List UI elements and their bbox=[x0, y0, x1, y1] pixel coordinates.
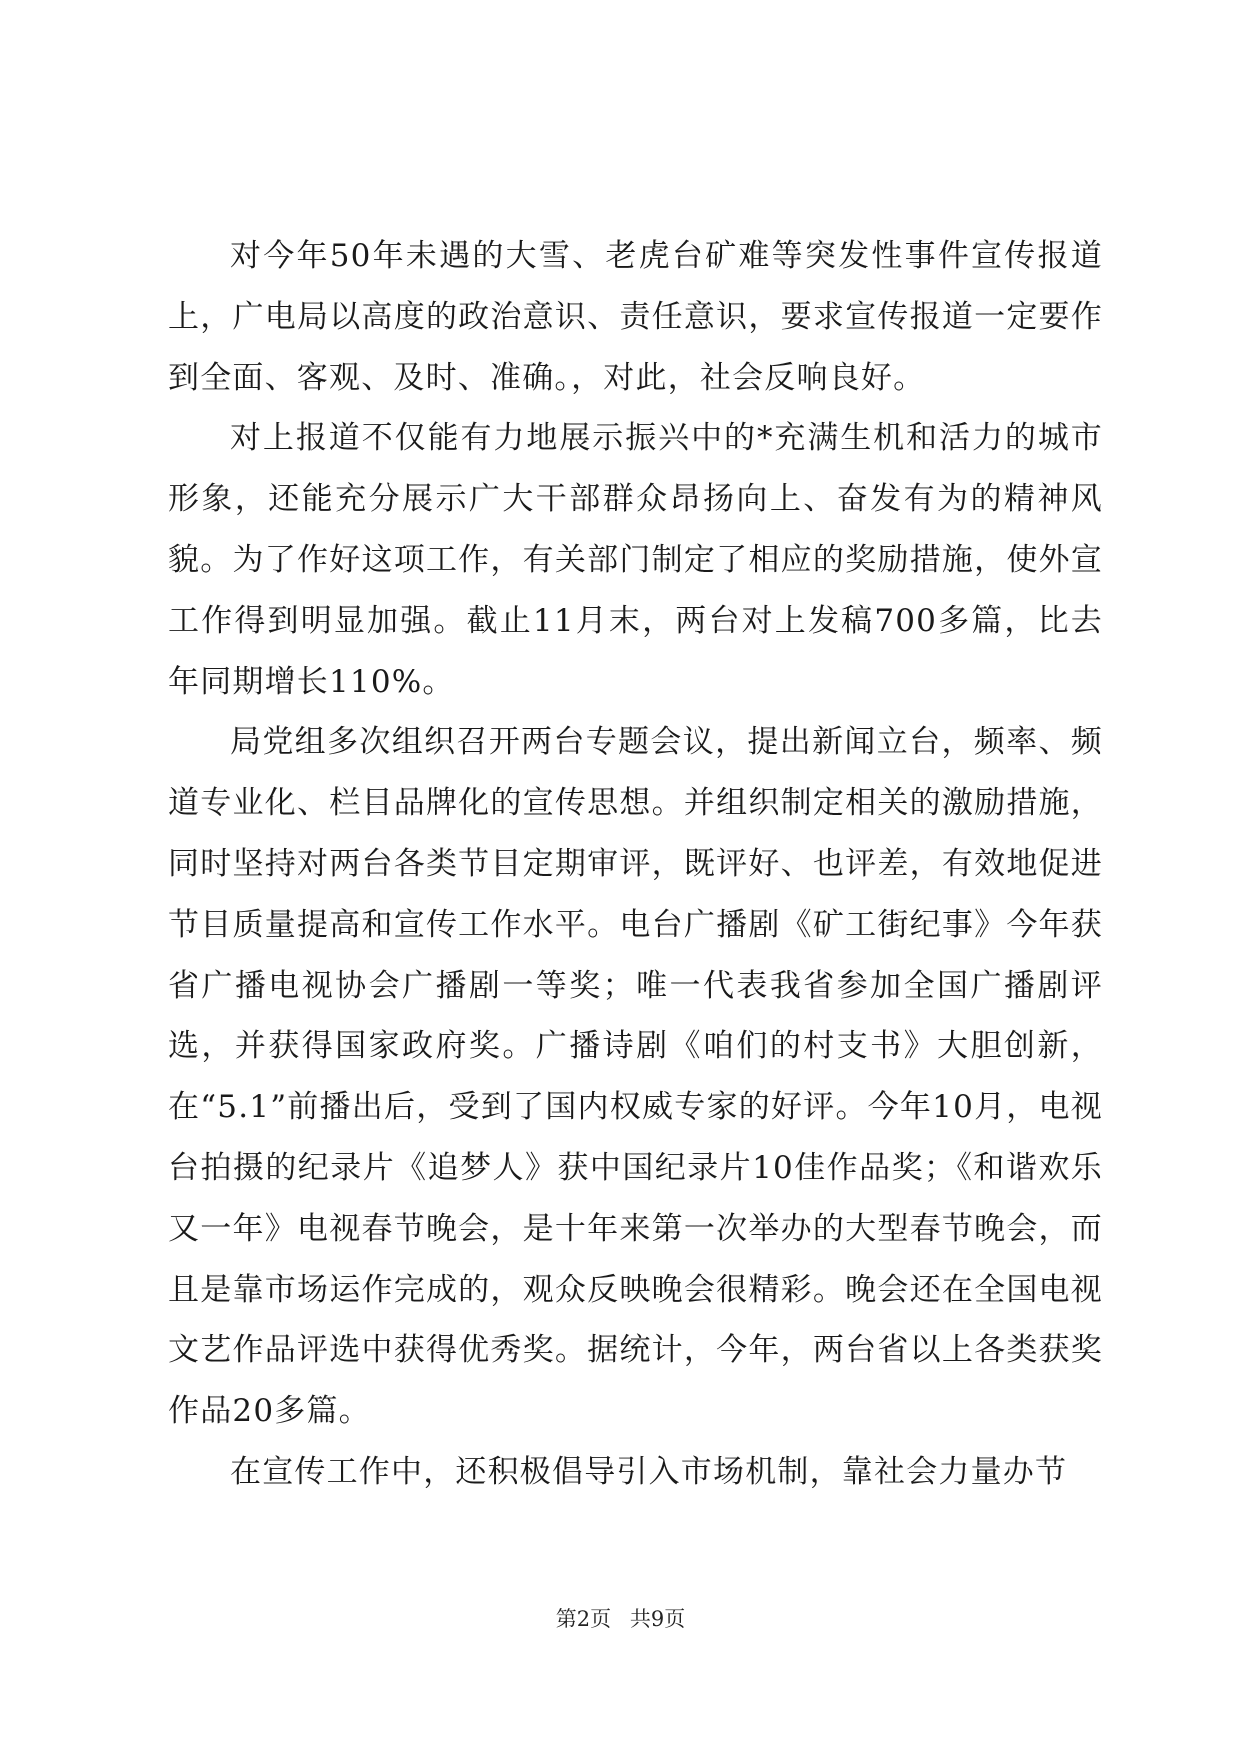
paragraph-emergency-reporting: 对今年50年未遇的大雪、老虎台矿难等突发性事件宣传报道上，广电局以高度的政治意识、责任意识，要求宣传报道一定要作到全面、客观、及时、准确。，对此，社会反响良好。 bbox=[168, 238, 1103, 396]
page-footer bbox=[0, 1604, 1241, 1634]
paragraph-external-reporting: 对上报道不仅能有力地展示振兴中的*充满生机和活力的城市形象，还能充分展示广大干部群众昂扬向上、奋发有为的精神风貌。为了作好这项工作，有关部门制定了相应的奖励措施，使外宣工作得到明显加强。截止11月末，两台对上发稿700多篇，比去年同期增长110%。 bbox=[168, 420, 1103, 700]
page-total: 共9页 bbox=[629, 1607, 686, 1631]
paragraph-market-mechanism: 在宣传工作中，还积极倡导引入市场机制，靠社会力量办节 bbox=[230, 1453, 1068, 1490]
paragraph-awards: 局党组多次组织召开两台专题会议，提出新闻立台，频率、频道专业化、栏目品牌化的宣传思想。并组织制定相关的激励措施，同时坚持对两台各类节目定期审评，既评好、也评差，有效地促进节目质量提高和宣传工作水平。电台广播剧《矿工街纪事》今年获省广播电视协会广播剧一等奖；唯一代表我省参加全国广播剧评选，并获得国家政府奖。广播诗剧《咱们的村支书》大胆创新，在“5.1”前播出后，受到了国内权威专家的好评。今年10月，电视台拍摄的纪录片《追梦人》获中国纪录片10佳作品奖；《和谐欢乐又一年》电视春节晚会，是十年来第一次举办的大型春节晚会，而且是靠市场运作完成的，观众反映晚会很精彩。晚会还在全国电视文艺作品评选中获得优秀奖。据统计，今年，两台省以上各类获奖作品20多篇。 bbox=[168, 724, 1103, 1430]
page-number: 第2页 bbox=[555, 1607, 612, 1631]
document-body bbox=[168, 226, 1103, 1503]
